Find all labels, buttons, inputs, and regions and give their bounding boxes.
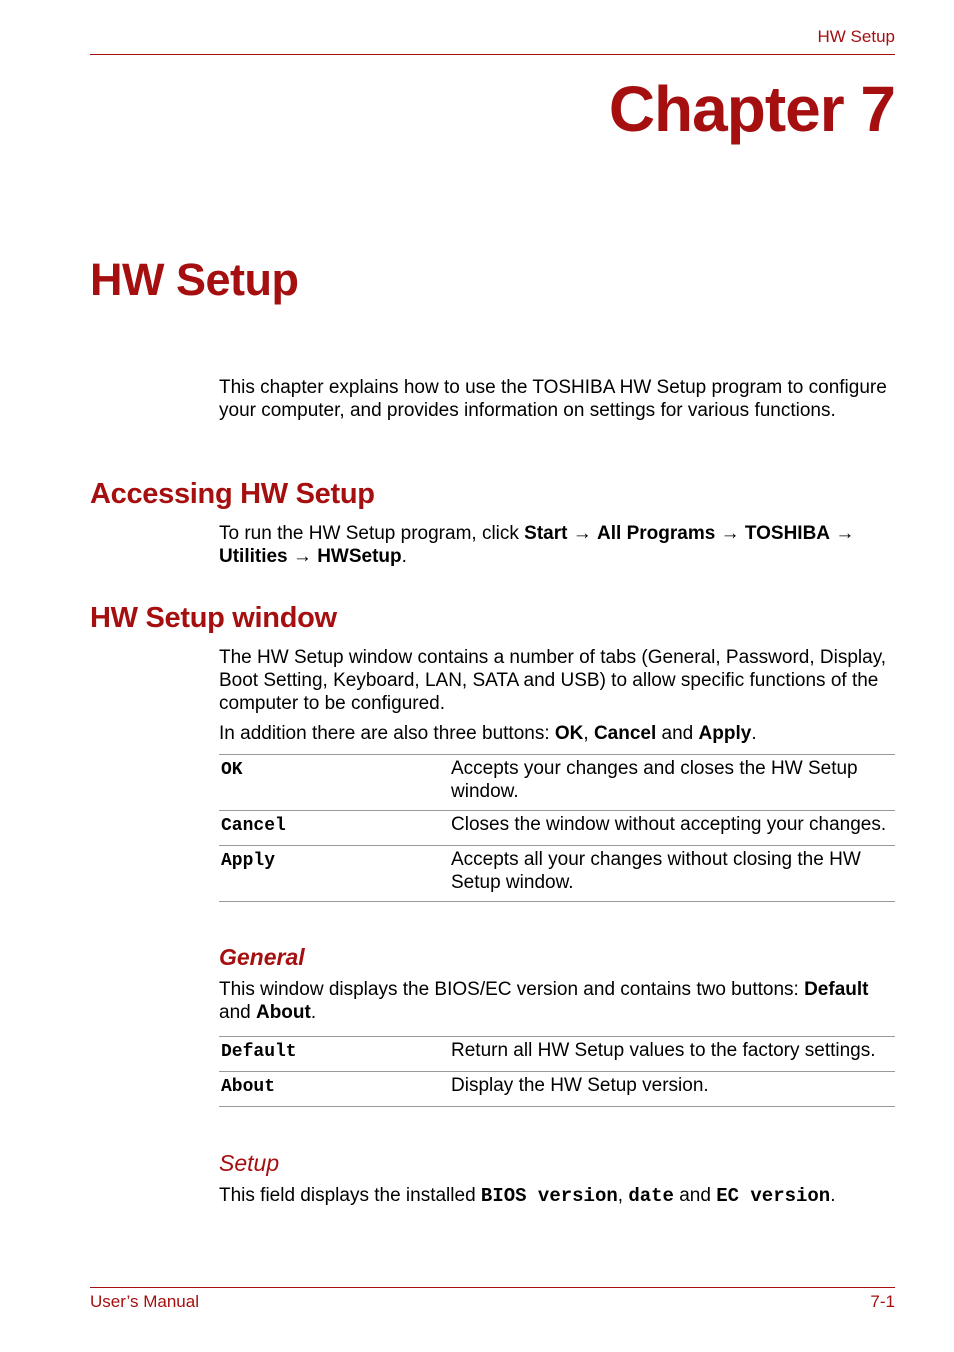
heading-accessing: Accessing HW Setup (90, 478, 375, 510)
term-default: Default (219, 1037, 451, 1072)
term-apply: Apply (219, 846, 451, 902)
footer-rule (90, 1287, 895, 1288)
general-paragraph: This window displays the BIOS/EC version and contains two buttons: Default and About. (219, 979, 869, 1023)
desc-cancel: Closes the window without accepting your changes. (451, 811, 895, 846)
table-row (219, 846, 895, 902)
term-ok: OK (219, 755, 451, 811)
window-para2: In addition there are also three buttons: OK, Cancel and Apply. (219, 723, 757, 744)
footer-manual-title: User’s Manual (90, 1292, 199, 1311)
chapter-label: Chapter 7 (608, 73, 895, 145)
desc-about: Display the HW Setup version. (451, 1072, 895, 1107)
desc-ok: Accepts your changes and closes the HW Setup window. (451, 755, 895, 811)
setup-paragraph: This field displays the installed BIOS version, date and EC version. (219, 1185, 836, 1207)
table-row (219, 1072, 895, 1107)
heading-hw-setup-window: HW Setup window (90, 602, 337, 634)
heading-general: General (219, 944, 305, 970)
window-para1: The HW Setup window contains a number of tabs (General, Password, Display, Boot Setting, Keyboard, LAN, SATA and USB) to allow specific functions of the computer to be configured. (219, 647, 887, 714)
table-row (219, 755, 895, 811)
term-about: About (219, 1072, 451, 1107)
desc-default: Return all HW Setup values to the factory settings. (451, 1037, 895, 1072)
window-paragraph (219, 646, 895, 745)
running-header: HW Setup (817, 27, 895, 46)
heading-setup: Setup (219, 1150, 280, 1176)
accessing-paragraph: To run the HW Setup program, click Start → All Programs → TOSHIBA → Utilities → HWSetup. (219, 523, 855, 567)
buttons-table (219, 754, 895, 902)
footer-page-number: 7-1 (870, 1292, 895, 1311)
desc-apply: Accepts all your changes without closing the HW Setup window. (451, 846, 895, 902)
intro-paragraph: This chapter explains how to use the TOSHIBA HW Setup program to configure your computer, and provides information on settings for various functions. (219, 377, 887, 421)
chapter-title: HW Setup (90, 254, 299, 305)
table-row (219, 1037, 895, 1072)
term-cancel: Cancel (219, 811, 451, 846)
header-rule (90, 54, 895, 55)
general-table (219, 1036, 895, 1107)
table-row (219, 811, 895, 846)
